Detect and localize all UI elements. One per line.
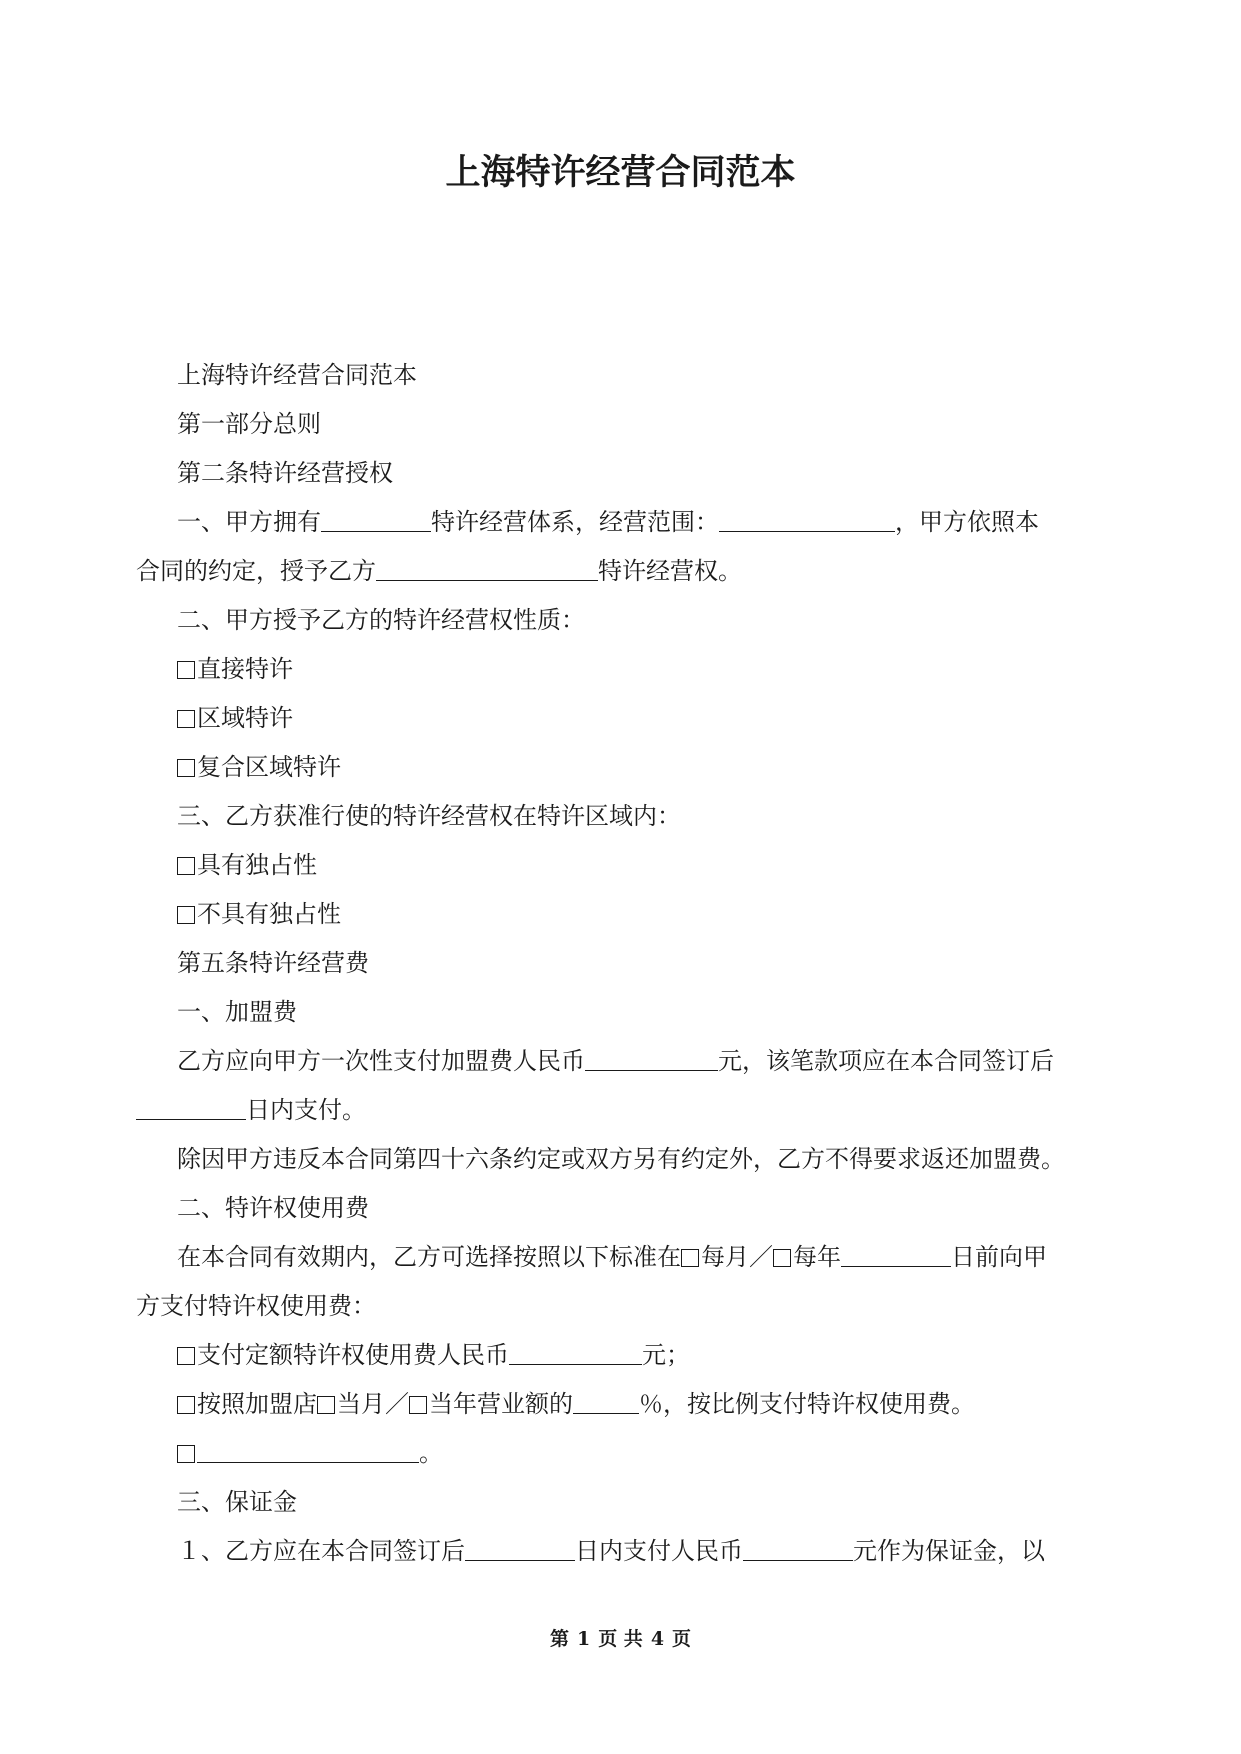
text: 日内支付人民币: [575, 1537, 743, 1565]
text: 二、特许权使用费: [177, 1194, 369, 1222]
text: 每年: [793, 1243, 841, 1271]
text: 特许经营体系，经营范围：: [431, 508, 719, 536]
text: 方支付特许权使用费：: [136, 1292, 376, 1320]
checkbox-icon: [177, 857, 195, 875]
checkbox-icon: [177, 1445, 195, 1463]
paragraph: [152, 400, 1097, 449]
text: 日前向甲: [951, 1243, 1047, 1271]
text: 直接特许: [197, 655, 293, 683]
checkbox-option: [152, 1331, 1097, 1380]
text: 第五条特许经营费: [177, 949, 369, 977]
checkbox-icon: [177, 661, 195, 679]
paragraph: [152, 792, 1097, 841]
text: 不具有独占性: [197, 900, 341, 928]
text: 支付定额特许权使用费人民币: [197, 1341, 509, 1369]
paragraph: [152, 1037, 1097, 1086]
fill-blank: [509, 1342, 642, 1365]
fill-blank: [841, 1244, 951, 1267]
paragraph: [152, 1478, 1097, 1527]
checkbox-icon: [177, 1396, 195, 1414]
footer-text: 第: [549, 1628, 569, 1650]
paragraph: [136, 1282, 1097, 1331]
paragraph: [152, 939, 1097, 988]
checkbox-icon: [177, 1347, 195, 1365]
footer-text: 页 共: [598, 1628, 643, 1650]
text: 具有独占性: [197, 851, 317, 879]
text: 特许经营权。: [598, 557, 742, 585]
footer-text: 页: [672, 1628, 692, 1650]
checkbox-icon: [317, 1396, 335, 1414]
text: 一、加盟费: [177, 998, 297, 1026]
fill-blank: [197, 1440, 419, 1463]
page-number: 1: [576, 1628, 591, 1650]
text: 元作为保证金，以: [853, 1537, 1045, 1565]
text: 每月／: [701, 1243, 773, 1271]
paragraph: [152, 1233, 1097, 1282]
checkbox-option: [152, 1380, 1097, 1429]
fill-blank: [585, 1048, 718, 1071]
paragraph: [152, 596, 1097, 645]
text: 三、乙方获准行使的特许经营权在特许区域内：: [177, 802, 681, 830]
fill-blank: [743, 1538, 853, 1561]
document-body: [136, 351, 1097, 1576]
document-title: 上海特许经营合同范本: [445, 153, 796, 193]
paragraph: [152, 1135, 1097, 1184]
checkbox-icon: [681, 1249, 699, 1267]
text: 除因甲方违反本合同第四十六条约定或双方另有约定外，乙方不得要求返还加盟费。: [177, 1145, 1065, 1173]
text: 第一部分总则: [177, 410, 321, 438]
text: 二、甲方授予乙方的特许经营权性质：: [177, 606, 585, 634]
paragraph: [152, 988, 1097, 1037]
fill-blank: [376, 558, 598, 581]
text: ％，按比例支付特许权使用费。: [639, 1390, 975, 1418]
text: 第二条特许经营授权: [177, 459, 393, 487]
checkbox-option: [152, 890, 1097, 939]
fill-blank: [321, 509, 431, 532]
page-footer: [0, 1624, 1241, 1651]
text: 上海特许经营合同范本: [177, 361, 417, 389]
text: 在本合同有效期内，乙方可选择按照以下标准在: [177, 1243, 681, 1271]
text: 元，该笔款项应在本合同签订后: [718, 1047, 1054, 1075]
paragraph: [136, 547, 1097, 596]
text: 复合区域特许: [197, 753, 341, 781]
checkbox-option: [152, 694, 1097, 743]
text: 按照加盟店: [197, 1390, 317, 1418]
text: 元；: [642, 1341, 690, 1369]
text: 当年营业额的: [429, 1390, 573, 1418]
text: ，甲方依照本: [895, 508, 1039, 536]
paragraph: [136, 1086, 1097, 1135]
paragraph: [152, 351, 1097, 400]
paragraph: [152, 498, 1097, 547]
text: 一、甲方拥有: [177, 508, 321, 536]
fill-blank: [465, 1538, 575, 1561]
checkbox-option: [152, 841, 1097, 890]
checkbox-icon: [177, 710, 195, 728]
checkbox-icon: [773, 1249, 791, 1267]
checkbox-option: [152, 743, 1097, 792]
text: 。: [419, 1439, 443, 1467]
fill-blank: [719, 509, 895, 532]
text: 区域特许: [197, 704, 293, 732]
checkbox-option: [152, 645, 1097, 694]
fill-blank: [136, 1097, 246, 1120]
text: 合同的约定，授予乙方: [136, 557, 376, 585]
checkbox-icon: [177, 759, 195, 777]
paragraph: [152, 449, 1097, 498]
text: 日内支付。: [246, 1096, 366, 1124]
text: 乙方应向甲方一次性支付加盟费人民币: [177, 1047, 585, 1075]
paragraph: [152, 1184, 1097, 1233]
fill-blank: [573, 1391, 639, 1414]
text: １、乙方应在本合同签订后: [177, 1537, 465, 1565]
checkbox-icon: [177, 906, 195, 924]
checkbox-icon: [409, 1396, 427, 1414]
text: 三、保证金: [177, 1488, 297, 1516]
paragraph: [152, 1527, 1097, 1576]
text: 当月／: [337, 1390, 409, 1418]
checkbox-option: [152, 1429, 1097, 1478]
page-total: 4: [650, 1628, 665, 1650]
